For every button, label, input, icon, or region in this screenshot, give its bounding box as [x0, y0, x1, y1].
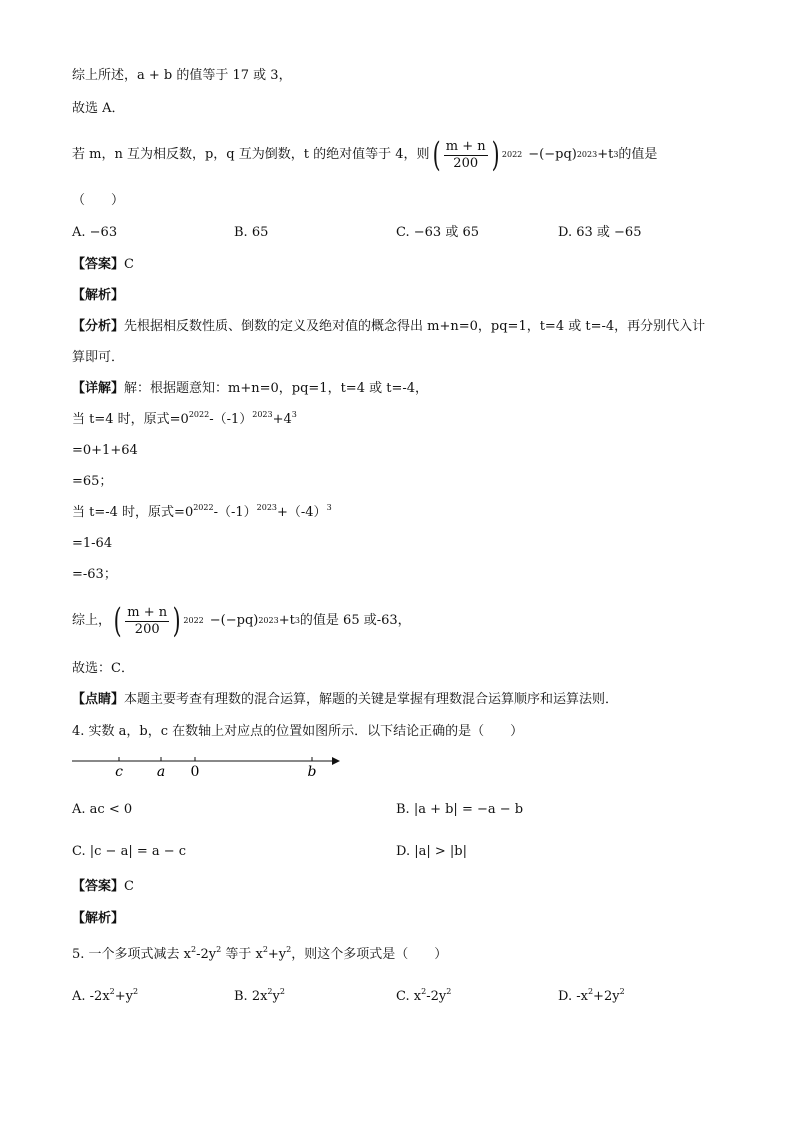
- q3-option-c: C. −63 或 65: [396, 225, 479, 240]
- q4-answer: 【答案】C: [72, 879, 134, 894]
- label-zero: 0: [190, 764, 200, 780]
- choose-a-line: 故选 A．: [72, 101, 125, 116]
- summary-line: 综上所述，a + b 的值等于 17 或 3，: [72, 68, 292, 83]
- q3-dianjing: 【点睛】本题主要考查有理数的混合运算，解题的关键是掌握有理数混合运算顺序和运算法则．: [72, 692, 619, 707]
- q4-analysis-label: 【解析】: [72, 911, 125, 926]
- q3-step-3: =1-64: [72, 536, 113, 551]
- q3-option-b: B. 65: [234, 225, 269, 240]
- q3-fenxi: 【分析】先根据相反数性质、倒数的定义及绝对值的概念得出 m+n=0，pq=1，t=4 或 t=-4，再分别代入计: [72, 319, 706, 334]
- q4-option-c: C. |c − a| = a − c: [72, 844, 187, 859]
- q3-answer: 【答案】C: [72, 257, 134, 272]
- label-c: c: [115, 764, 123, 780]
- q3-fraction: $\frac{m + n}{200}$: [445, 138, 486, 171]
- q3-step-2: =65；: [72, 474, 113, 489]
- label-a: a: [156, 764, 166, 780]
- q3-choose: 故选：C．: [72, 661, 134, 676]
- q5-option-b: B. $2x^2y^2$: [234, 987, 285, 1004]
- q4-option-d: D. |a| > |b|: [396, 844, 467, 859]
- q4-option-b: B. |a + b| = −a − b: [396, 802, 524, 817]
- q3-stem-text: 若 m，n 互为相反数，p，q 互为倒数，t 的绝对值等于 4，则: [72, 147, 430, 162]
- q5-stem: 5. 一个多项式减去 $x^2-2y^2$ 等于 $x^2+y^2$，则这个多项式是（ ）: [72, 945, 448, 962]
- q3-conclusion: 综上， ( $\frac{m + n}{200}$ ) 2022 −(−pq) 2023 +t 3 的值是 65 或-63，: [72, 601, 411, 641]
- q3-detail: 【详解】解：根据题意知：m+n=0，pq=1，t=4 或 t=-4，: [72, 381, 429, 396]
- label-b: b: [307, 764, 317, 780]
- axis-arrow-icon: [332, 757, 340, 765]
- q3-step-1: =0+1+64: [72, 443, 138, 458]
- q3-blank: （ ）: [72, 193, 125, 208]
- q3-option-d: D. 63 或 −65: [558, 225, 642, 240]
- q5-option-c: C. $x^2-2y^2$: [396, 987, 452, 1004]
- q4-stem: 4. 实数 a，b，c 在数轴上对应点的位置如图所示．以下结论正确的是（ ）: [72, 724, 524, 739]
- q3-fenxi-2: 算即可．: [72, 350, 125, 365]
- q3-analysis-label: 【解析】: [72, 288, 125, 303]
- q3-option-a: A. −63: [72, 225, 118, 240]
- q3-conclusion-expression: ( $\frac{m + n}{200}$ ) 2022 −(−pq) 2023 +t 3: [113, 601, 300, 641]
- q3-case-2: 当 t=-4 时，原式$=0^{2022}-(-1)^{2023}+(-4)^3$: [72, 503, 332, 520]
- number-line-figure: [70, 750, 350, 782]
- q3-stem: 若 m，n 互为相反数，p，q 互为倒数，t 的绝对值等于 4，则 ( $\frac{m + n}{200}$ ) 2022 −(−pq) 2023 +t 3 的值是: [72, 135, 658, 175]
- q3-step-4: =-63；: [72, 567, 117, 582]
- q5-option-a: A. $-2x^2+y^2$: [72, 987, 139, 1004]
- q3-case-1: 当 t=4 时，原式$=0^{2022}-(-1)^{2023}+4^3$: [72, 410, 297, 427]
- q3-expression: ( $\frac{m + n}{200}$ ) 2022 −(−pq) 2023 +t 3: [432, 135, 619, 175]
- q5-option-d: D. $-x^2+2y^2$: [558, 987, 625, 1004]
- q4-option-a: A. ac < 0: [72, 802, 133, 817]
